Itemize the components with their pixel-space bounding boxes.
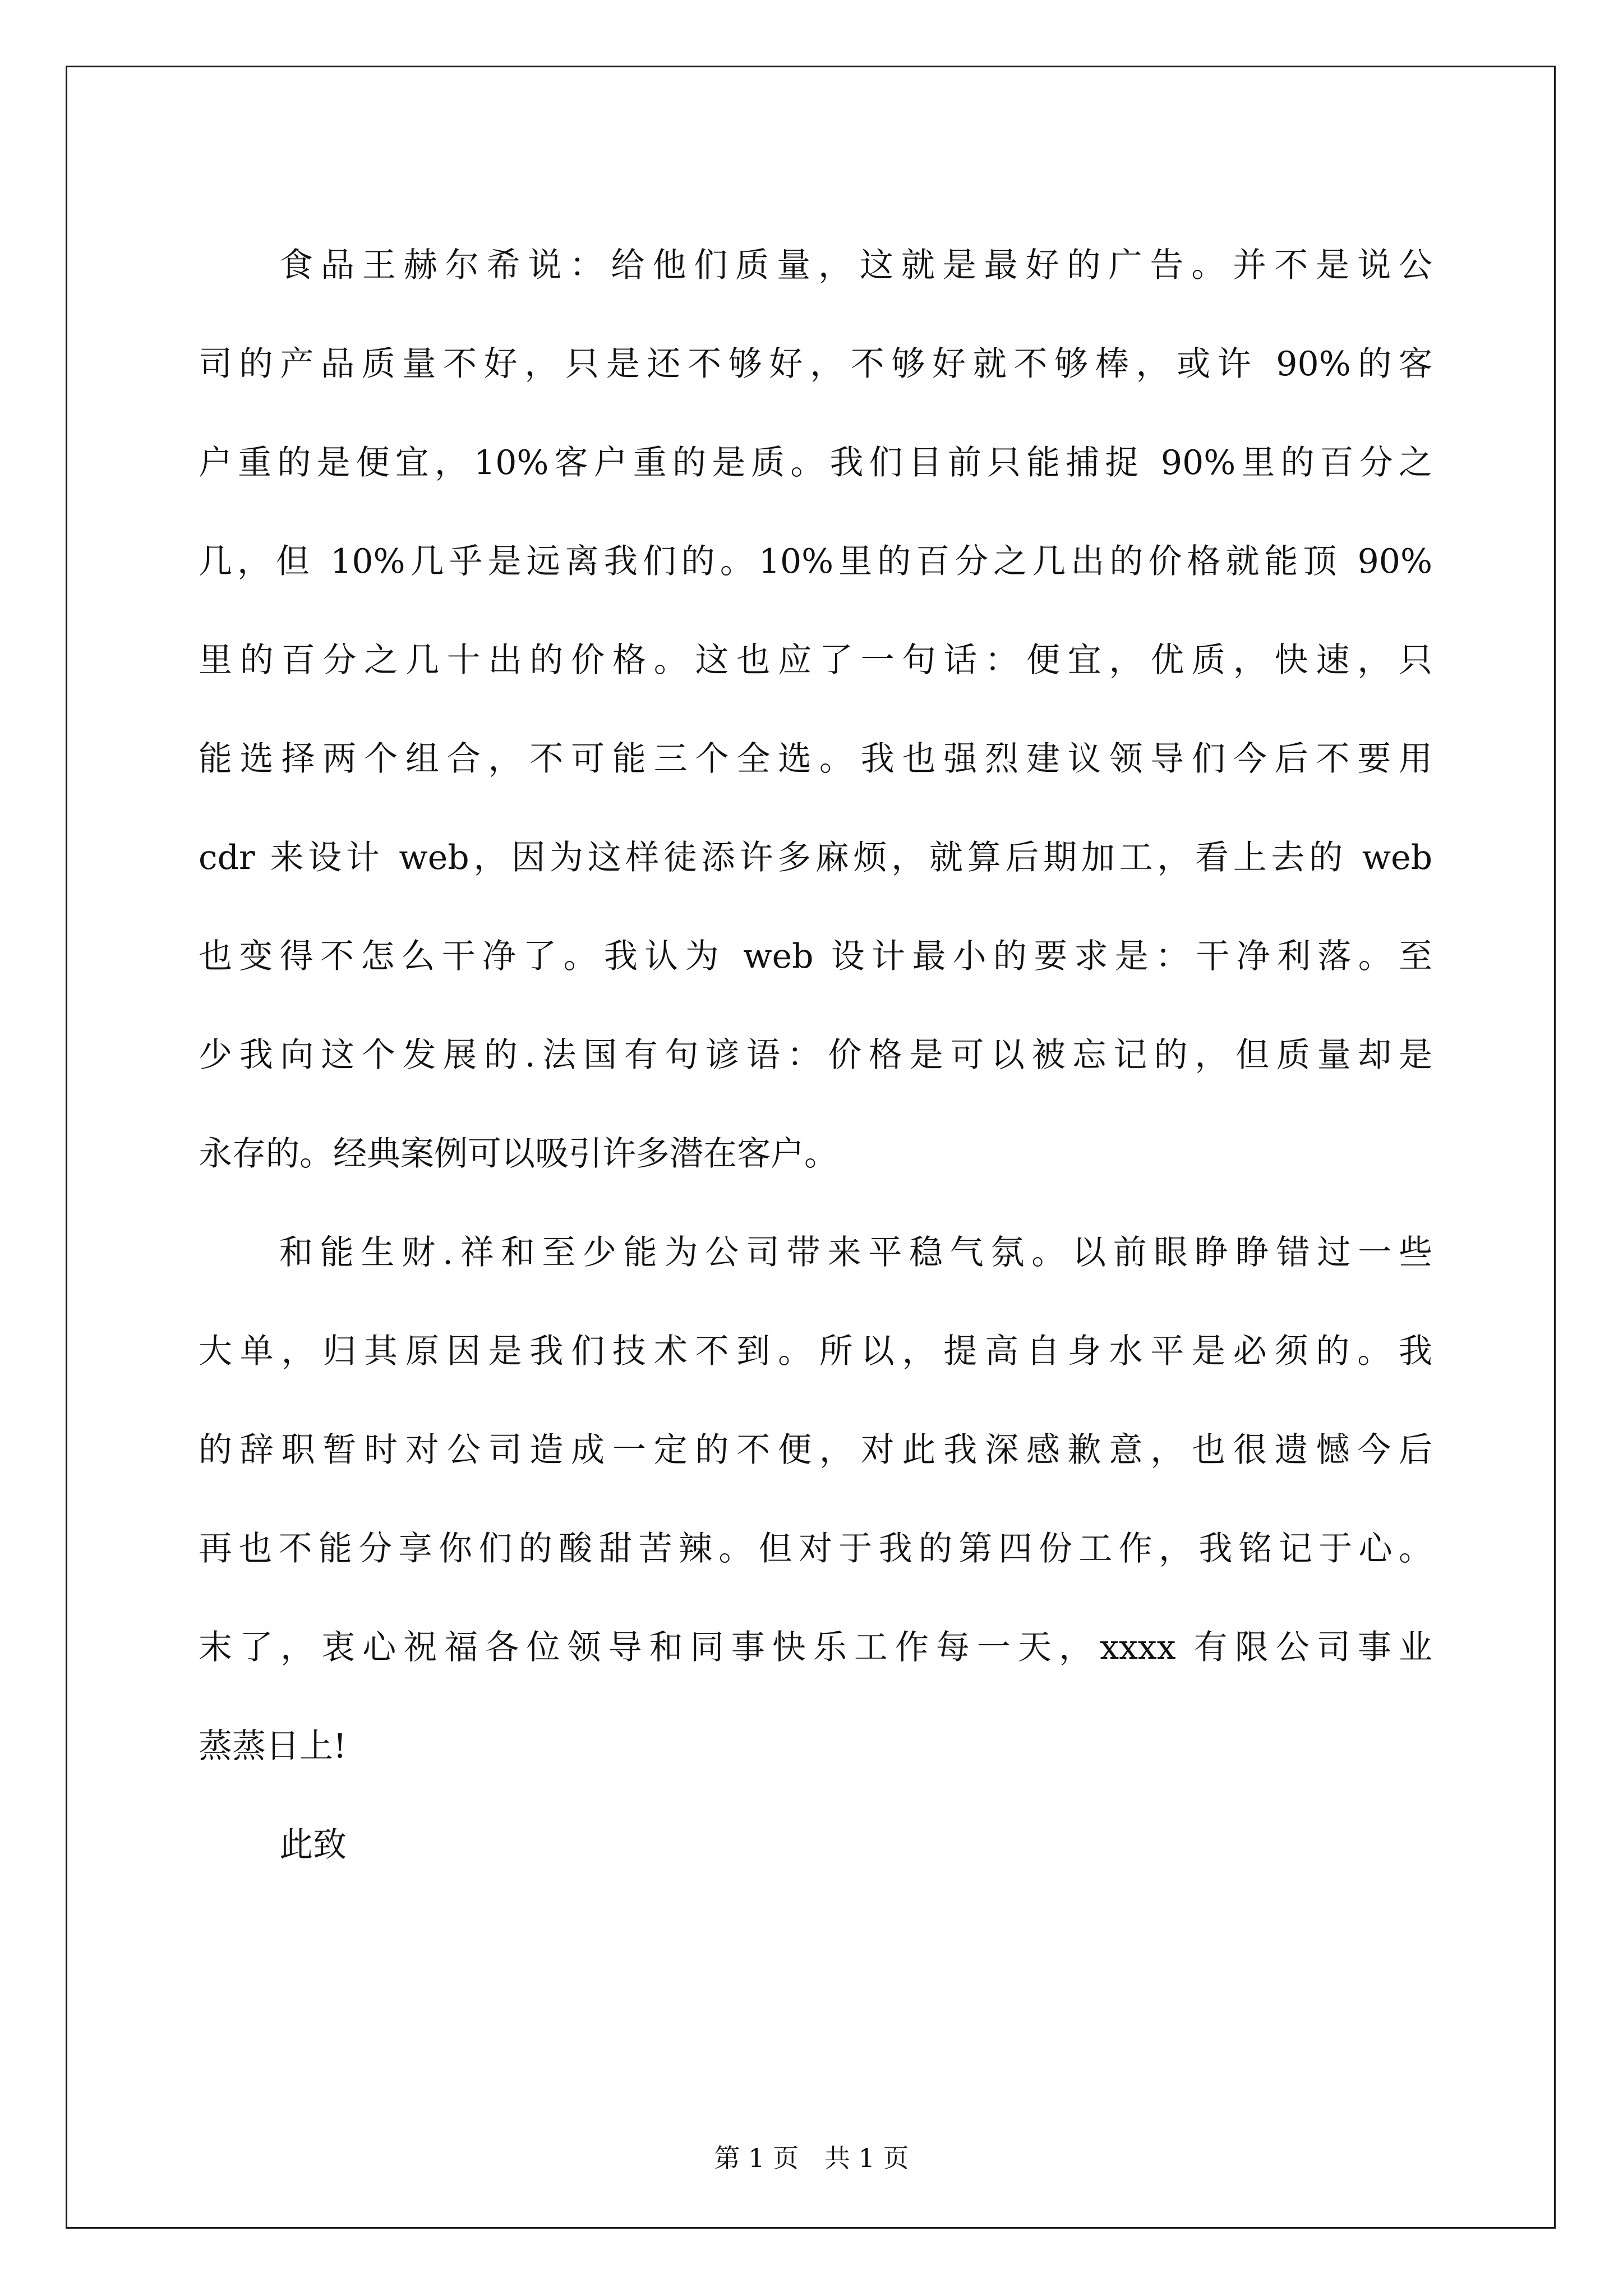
paragraph-1-line-1: 食品王赫尔希说：给他们质量，这就是最好的广告。并不是说公 — [279, 246, 1432, 285]
paragraph-2-line-5: 末了，衷心祝福各位领导和同事快乐工作每一天，xxxx 有限公司事业 — [199, 1628, 1432, 1667]
paragraph-1-line-5: 里的百分之几十出的价格。这也应了一句话：便宜，优质，快速，只 — [199, 641, 1432, 680]
paragraph-2-line-6: 蒸蒸日上! — [199, 1727, 347, 1766]
paragraph-2-line-4: 再也不能分享你们的酸甜苦辣。但对于我的第四份工作，我铭记于心。 — [199, 1529, 1432, 1568]
paragraph-2-line-2: 大单，归其原因是我们技术不到。所以，提高自身水平是必须的。我 — [199, 1332, 1432, 1371]
paragraph-1-line-8: 也变得不怎么干净了。我认为 web 设计最小的要求是：干净利落。至 — [199, 937, 1432, 976]
paragraph-1-line-2: 司的产品质量不好，只是还不够好，不够好就不够棒，或许 90%的客 — [199, 344, 1432, 384]
paragraph-1-line-3: 户重的是便宜，10%客户重的是质。我们目前只能捕捉 90%里的百分之 — [199, 443, 1432, 482]
paragraph-1-line-10: 永存的。经典案例可以吸引许多潜在客户。 — [199, 1134, 838, 1174]
document-body — [199, 216, 1432, 1894]
paragraph-2-line-1: 和能生财.祥和至少能为公司带来平稳气氛。以前眼睁睁错过一些 — [279, 1233, 1432, 1272]
closing-salutation: 此致 — [279, 1825, 347, 1865]
paragraph-1-line-7: cdr 来设计 web，因为这样徒添许多麻烦，就算后期加工，看上去的 web — [199, 838, 1432, 877]
paragraph-1-line-9: 少我向这个发展的.法国有句谚语：价格是可以被忘记的，但质量却是 — [199, 1036, 1432, 1075]
paragraph-2-line-3: 的辞职暂时对公司造成一定的不便，对此我深感歉意，也很遗憾今后 — [199, 1430, 1432, 1470]
paragraph-1-line-6: 能选择两个组合，不可能三个全选。我也强烈建议领导们今后不要用 — [199, 739, 1432, 779]
paragraph-1-line-4: 几，但 10%几乎是远离我们的。10%里的百分之几出的价格就能顶 90% — [199, 542, 1432, 581]
page-number-footer: 第 1 页 共 1 页 — [714, 2143, 909, 2173]
